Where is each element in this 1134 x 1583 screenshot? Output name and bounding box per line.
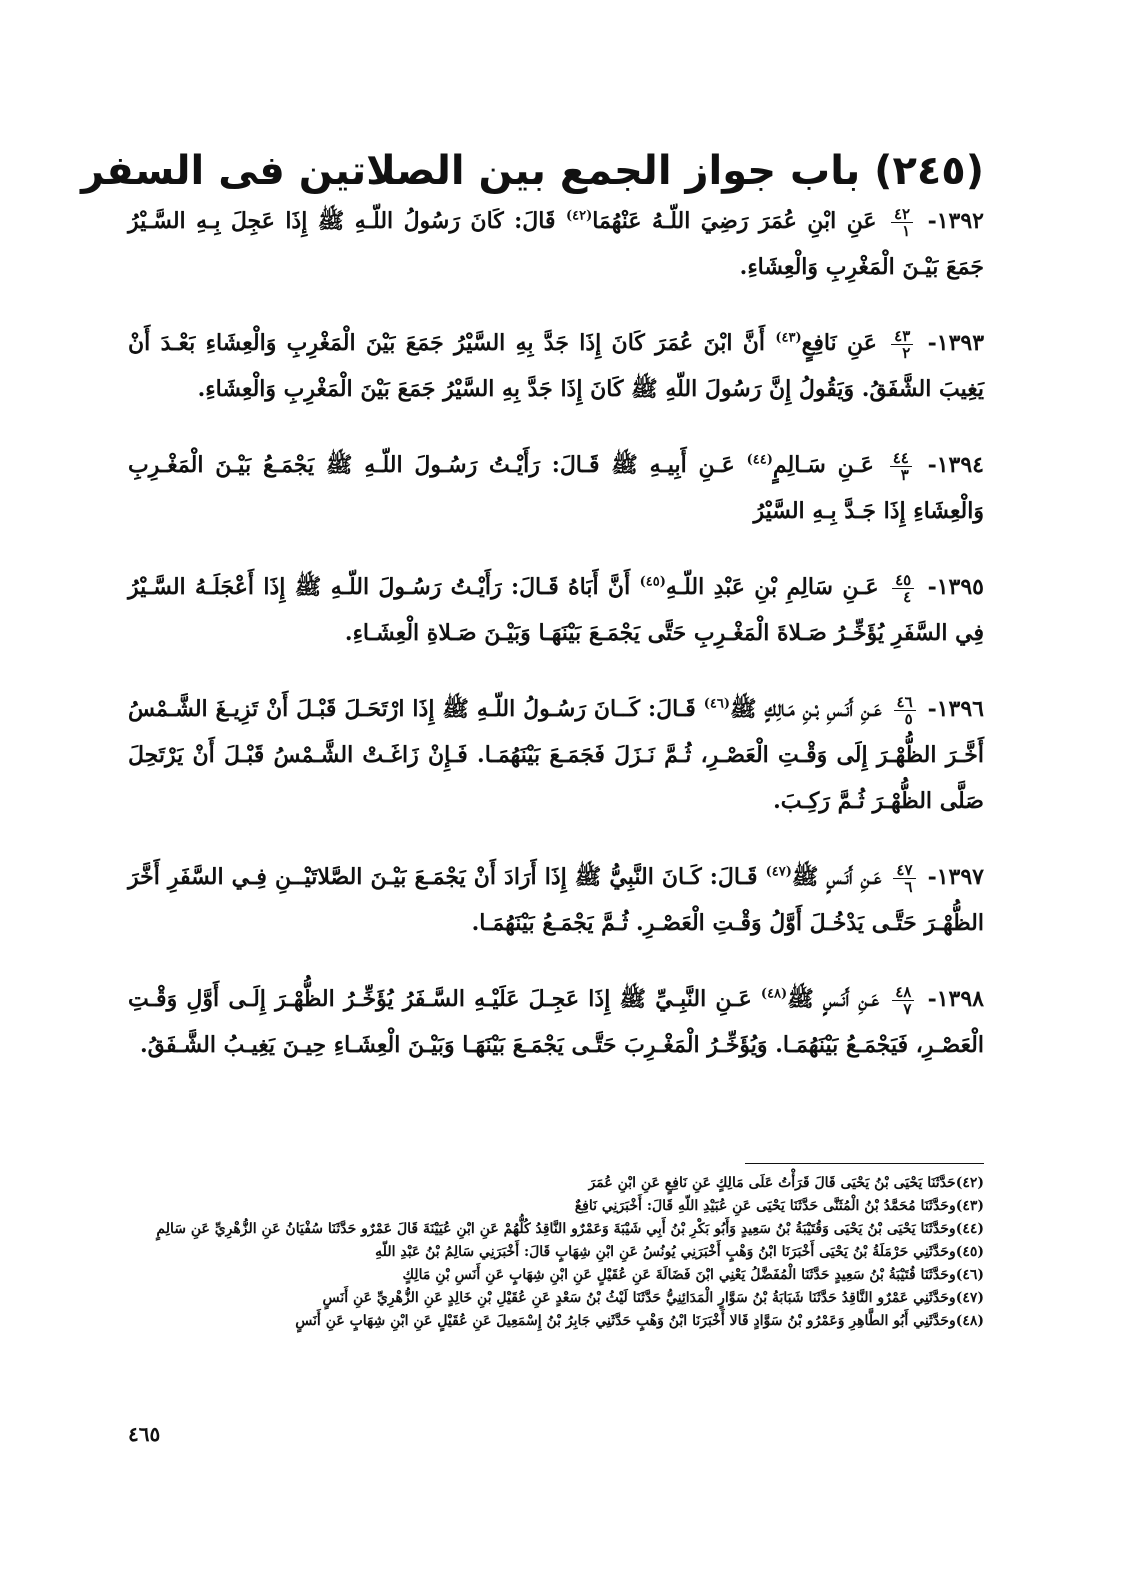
footnote-42: (٤٢)حَدَّثَنَا يَحْيَى بْنُ يَحْيَى قَالَ قَرَأْتُ عَلَى مَالِكٍ عَنِ نَافِعٍ عَنِ ابْنِ عُمَرَ bbox=[588, 1175, 984, 1191]
footnote-43: (٤٣)وحَدَّثَنَا مُحَمَّدُ بْنُ الْمُثَنَّى حَدَّثَنَا يَحْيَى عَنِ عُبَيْدِ اللّهِ قَالَ: أَخْبَرَنِي نَافِعٌ bbox=[574, 1198, 984, 1214]
hadith-text: عَـنِ أَنَـسٍ ﷺ bbox=[787, 986, 880, 1012]
hadith-fraction: $\frac{٤٧}{٦}$ bbox=[893, 862, 915, 895]
hadith-text: عَـنِ أَبِيـهِ ﷺ قَـالَ: رَأَيْـتُ رَسُـولَ اللّـهِ ﷺ يَجْمَـعُ بَيْـنَ الْمَغْـرِبِ وَالْعِشَاءِ إِذَا جَـدَّ بِـهِ السَّيْرُ bbox=[128, 452, 984, 524]
hadith-number: ١٣٩٤- bbox=[927, 452, 984, 478]
footnote-ref: (٤٢) bbox=[565, 208, 593, 224]
hadith-text: عَـنِ أَنَـسِ بْـنِ مَـالِكٍ ﷺ bbox=[729, 696, 882, 722]
chapter-title: (٢٤٥) باب جواز الجمع بين الصلاتين فى السفر bbox=[81, 147, 984, 194]
hadith-text: قَالَ: كَانَ رَسُولُ اللّـهِ ﷺ إِذَا عَجِلَ بِـهِ السَّـيْرُ جَمَعَ بَيْـنَ الْمَغْرِبِ وَالْعِشَاءِ. bbox=[128, 208, 984, 280]
hadith-fraction: $\frac{٤٤}{٣}$ bbox=[890, 450, 912, 483]
footnote-ref: (٤٨) bbox=[760, 986, 788, 1002]
hadith-1395 bbox=[128, 564, 984, 656]
hadith-number: ١٣٩٧- bbox=[927, 864, 984, 890]
footnote-ref: (٤٣) bbox=[775, 330, 802, 346]
hadith-1397 bbox=[128, 854, 984, 946]
hadith-fraction: $\frac{٤٨}{٧}$ bbox=[892, 984, 914, 1017]
hadith-text: عَنِ ابْنِ عُمَرَ رَضِيَ اللّـهُ عَنْهُمَا bbox=[592, 208, 877, 234]
hadith-number: ١٣٩٦- bbox=[927, 696, 984, 722]
hadith-number: ١٣٩٨- bbox=[927, 986, 984, 1012]
hadith-number: ١٣٩٥- bbox=[927, 574, 984, 600]
hadith-text: أَنَّ ابْنَ عُمَرَ كَانَ إِذَا جَدَّ بِهِ السَّيْرُ جَمَعَ بَيْنَ الْمَغْرِبِ وَالْعِشَاءِ بَعْـدَ أَنْ يَغِيبَ الشَّفَقُ. وَيَقُولُ إِنَّ رَسُولَ اللّهِ ﷺ كَانَ إِذَا جَدَّ بِهِ السَّيْرُ جَمَعَ بَيْنَ الْمَغْرِبِ وَالْعِشَاءِ. bbox=[128, 330, 984, 402]
hadith-list bbox=[128, 198, 984, 1098]
hadith-1393 bbox=[128, 320, 984, 412]
hadith-1398 bbox=[128, 976, 984, 1068]
hadith-fraction: $\frac{٤٣}{٢}$ bbox=[891, 328, 913, 361]
footnote-divider bbox=[745, 1163, 984, 1164]
footnote-48: (٤٨)وحَدَّثَنِي أَبُو الطَّاهِرِ وَعَمْرُو بْنُ سَوَّادٍ قَالا أَخْبَرَنَا ابْنُ وَهْبٍ حَدَّثَنِي جَابِرُ بْنُ إِسْمَعِيلَ عَنِ عُقَيْلٍ عَنِ ابْنِ شِهَابٍ عَنِ أَنَسٍ bbox=[295, 1313, 984, 1329]
hadith-text: عَـنِ سَالِمِ بْنِ عَبْدِ اللّـهِ bbox=[665, 574, 879, 600]
hadith-text: قَـالَ: كَـانَ النَّبِيُّ ﷺ إِذَا أَرَادَ أَنْ يَجْمَـعَ بَيْـنَ الصَّلاتَيْــنِ فِـي السَّفَرِ أَخَّرَ الظُّهْـرَ حَتَّـى يَدْخُـلَ أَوَّلُ وَقْـتِ الْعَصْـرِ. ثُـمَّ يَجْمَـعُ بَيْنَهُمَـا. bbox=[128, 864, 984, 936]
hadith-number: ١٣٩٣- bbox=[927, 330, 985, 356]
footnote-47: (٤٧)وحَدَّثَنِي عَمْرٌو النَّاقِدُ حَدَّثَنَا شَبَابَةُ بْنُ سَوَّارٍ الْمَدَائِنِيُّ حَدَّثَنَا لَيْثُ بْنُ سَعْدٍ عَنِ عُقَيْلِ بْنِ خَالِدٍ عَنِ الزُّهْرِيِّ عَنِ أَنَسٍ bbox=[322, 1290, 984, 1306]
hadith-number: ١٣٩٢- bbox=[927, 208, 984, 234]
hadith-1396 bbox=[128, 686, 984, 824]
hadith-text: عَـنِ النَّبِـيِّ ﷺ إِذَا عَجِـلَ عَلَيْـهِ السَّـفَرُ يُؤَخِّـرُ الظُّهْـرَ إِلَـى أَوَّلِ وَقْـتِ الْعَصْـرِ، فَيَجْمَـعُ بَيْنَهُمَـا. وَيُؤَخِّـرُ الْمَغْـرِبَ حَتَّـى يَجْمَـعَ بَيْنَهَـا وَبَيْـنَ الْعِشَـاءِ حِيـنَ يَغِيـبُ الشَّـفَقُ. bbox=[128, 986, 984, 1058]
hadith-text: قَـالَ: كَــانَ رَسُـولُ اللّـهِ ﷺ إِذَا ارْتَحَـلَ قَبْـلَ أَنْ تَزِيـغَ الشَّـمْسُ أَخَّـرَ الظُّهْـرَ إِلَى وَقْـتِ الْعَصْـرِ، ثُـمَّ نَـزَلَ فَجَمَـعَ بَيْنَهُمَـا. فَـإِنْ زَاغَـتْ الشَّـمْسُ قَبْـلَ أَنْ يَرْتَحِلَ صَلَّى الظُّهْـرَ ثُـمَّ رَكِـبَ. bbox=[128, 696, 984, 814]
footnote-45: (٤٥)وحَدَّثَنِي حَرْمَلَةُ بْنُ يَحْيَى أَخْبَرَنَا ابْنُ وَهْبٍ أَخْبَرَنِي يُونُسُ عَنِ ابْنِ شِهَابٍ قَالَ: أَخْبَرَنِي سَالِمُ بْنُ عَبْدِ اللّهِ bbox=[375, 1244, 984, 1260]
footnote-ref: (٤٧) bbox=[765, 864, 792, 880]
footnotes bbox=[128, 1172, 984, 1333]
hadith-1392 bbox=[128, 198, 984, 290]
hadith-text: عَـنِ سَـالِمٍ bbox=[772, 452, 874, 478]
footnote-ref: (٤٤) bbox=[746, 452, 773, 468]
footnote-ref: (٤٥) bbox=[639, 574, 666, 590]
footnote-46: (٤٦)وحَدَّثَنَا قُتَيْبَةُ بْنُ سَعِيدٍ حَدَّثَنَا الْمُفَضَّلُ يَعْنِي ابْنَ فَضَالَةَ عَنِ عُقَيْلٍ عَنِ ابْنِ شِهَابٍ عَنِ أَنَسِ بْنِ مَالِكٍ bbox=[402, 1267, 984, 1283]
footnote-ref: (٤٦) bbox=[703, 696, 730, 712]
hadith-1394 bbox=[128, 442, 984, 534]
hadith-fraction: $\frac{٤٢}{١}$ bbox=[891, 206, 913, 239]
footnote-44: (٤٤)وحَدَّثَنَا يَحْيَى بْنُ يَحْيَى وَقُتَيْبَةُ بْنُ سَعِيدٍ وَأَبُو بَكْرِ بْنُ أَبِي شَيْبَةَ وَعَمْرٌو النَّاقِدُ كُلُّهُمْ عَنِ ابْنِ عُيَيْنَةَ قَالَ عَمْرٌو حَدَّثَنَا سُفْيَانُ عَنِ الزُّهْرِيِّ عَنِ سَالِمٍ bbox=[156, 1221, 984, 1237]
hadith-text: أَنَّ أَبَاهُ قَـالَ: رَأَيْـتُ رَسُـولَ اللّـهِ ﷺ إِذَا أَعْجَلَـهُ السَّـيْرُ فِي السَّفَرِ يُؤَخِّـرُ صَـلاةَ الْمَغْـرِبِ حَتَّى يَجْمَـعَ بَيْنَهَـا وَبَيْـنَ صَـلاةِ الْعِشَـاءِ. bbox=[128, 574, 984, 646]
hadith-text: عَنِ نَافِعٍ bbox=[801, 330, 877, 356]
hadith-text: عَـنِ أَنَـسٍ ﷺ bbox=[791, 864, 882, 890]
hadith-fraction: $\frac{٤٥}{٤}$ bbox=[892, 572, 914, 605]
hadith-fraction: $\frac{٤٦}{٥}$ bbox=[894, 694, 916, 727]
page-number: ٤٦٥ bbox=[128, 1422, 161, 1446]
